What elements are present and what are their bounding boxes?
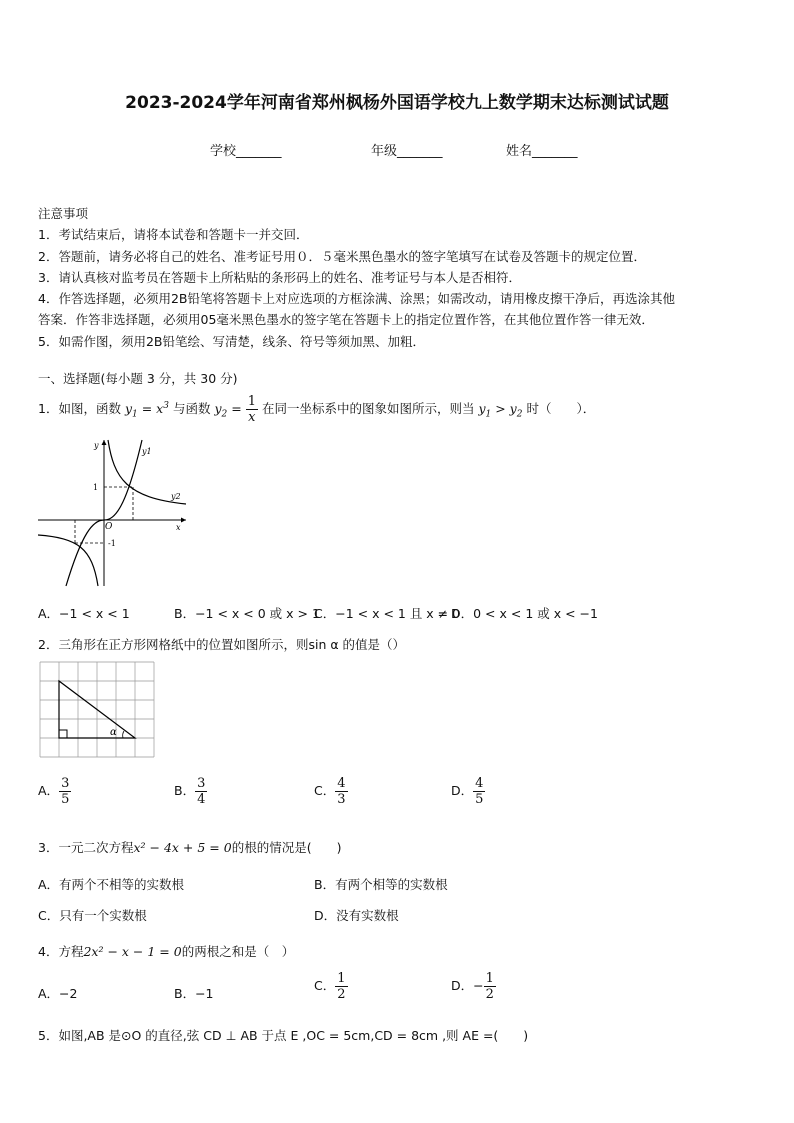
q2-option-a[interactable]: [38, 776, 71, 807]
q1-graph: [38, 438, 190, 588]
q4-d-label: D．: [451, 978, 474, 993]
page-title: 2023-2024学年河南省郑州枫杨外国语学校九上数学期末达标测试试题: [125, 93, 669, 113]
q3-option-c[interactable]: C．只有一个实数根: [38, 908, 147, 923]
q1-func1: $y_1 = x^3$: [124, 400, 169, 420]
q2-option-c[interactable]: [314, 776, 348, 807]
q2-b-label: B．: [174, 783, 196, 798]
notes-heading: 注意事项: [38, 206, 89, 221]
q1-mid: 与函数: [172, 401, 211, 416]
q4-pre: 4．方程: [38, 944, 84, 959]
section-heading: 一、选择题(每小题 3 分，共 30 分): [38, 371, 238, 386]
q3-pre: 3．一元二次方程: [38, 840, 134, 855]
q2-b-frac: [195, 776, 207, 807]
note-item: 2．答题前，请务必将自己的姓名、准考证号用０．５毫米黑色墨水的签字笔填写在试卷及答题卡的规定位置．: [38, 248, 646, 264]
q4-c-frac: [335, 971, 347, 1002]
q4-option-c[interactable]: [314, 971, 348, 1002]
q2-a-label: A．: [38, 783, 60, 798]
q2-c-num: 4: [337, 776, 346, 791]
q4-d-frac: [484, 971, 496, 1002]
note-item: 4．作答选择题，必须用2B铅笔将答题卡上对应选项的方框涂满、涂黑；如需改动，请用橡皮擦干净后，再选涂其他: [38, 291, 675, 307]
x-axis-label: x: [176, 523, 181, 532]
q4-d-num: 1: [485, 971, 494, 986]
alpha-label: α: [110, 727, 117, 738]
school-field: 学校_______: [210, 144, 282, 159]
q2-b-num: 3: [197, 776, 206, 791]
q3-option-b[interactable]: B．有两个相等的实数根: [314, 877, 448, 892]
q2-c-den: 3: [337, 792, 346, 807]
question-4: [38, 942, 294, 960]
note-item: 答案．作答非选择题，必须用05毫米黑色墨水的签字笔在答题卡上的指定位置作答，在其他位置作答一律无效．: [38, 312, 654, 328]
tick-1: 1: [93, 483, 99, 492]
note-item: 1．考试结束后，请将本试卷和答题卡一并交回．: [38, 227, 309, 243]
q1-option-c[interactable]: C．−1 < x < 1 且 x ≠ 0: [314, 606, 461, 621]
y-axis-label: y: [94, 441, 99, 450]
grade-field: 年级_______: [371, 144, 443, 159]
q1-cond: $y_1 > y_2$: [478, 401, 523, 420]
q3-equation: x² − 4x + 5 = 0: [133, 840, 232, 855]
origin-label: O: [105, 522, 113, 532]
q4-option-a[interactable]: A．−2: [38, 986, 78, 1001]
q2-grid-figure: [38, 660, 156, 760]
q4-c-num: 1: [337, 971, 346, 986]
question-2: 2．三角形在正方形网格纸中的位置如图所示，则sin α 的值是（）: [38, 637, 406, 652]
q1-option-a[interactable]: A．−1 < x < 1: [38, 606, 130, 621]
label-y2: y2: [171, 492, 181, 501]
tick-neg1: -1: [108, 539, 116, 548]
note-item: 3．请认真核对监考员在答题卡上所粘贴的条形码上的姓名、准考证号与本人是否相符．: [38, 269, 521, 285]
q2-d-num: 4: [475, 776, 484, 791]
q2-d-frac: [473, 776, 485, 807]
q2-option-b[interactable]: [174, 776, 207, 807]
q1-pre: 1．如图，函数: [38, 401, 121, 416]
q2-a-num: 3: [61, 776, 70, 791]
q3-option-a[interactable]: A．有两个不相等的实数根: [38, 877, 185, 892]
question-5: 5．如图,AB 是⊙O 的直径,弦 CD ⊥ AB 于点 E ,OC = 5cm,CD = 8cm ,则 AE =( ): [38, 1028, 529, 1043]
q3-post: 的根的情况是( ): [231, 840, 342, 855]
q1-end: 时（ ）．: [526, 401, 596, 416]
q4-d-den: 2: [485, 987, 494, 1002]
q1-option-d[interactable]: D．0 < x < 1 或 x < −1: [451, 606, 598, 621]
question-1: [38, 394, 595, 425]
q1-option-b[interactable]: B．−1 < x < 0 或 x > 1: [174, 606, 320, 621]
q2-d-label: D．: [451, 783, 474, 798]
q2-b-den: 4: [197, 792, 206, 807]
q4-option-b[interactable]: B．−1: [174, 986, 214, 1001]
q4-option-d[interactable]: [451, 971, 496, 1002]
notes-block: [38, 203, 675, 352]
q2-a-den: 5: [61, 792, 70, 807]
q1-post: 在同一坐标系中的图象如图所示，则当: [261, 401, 475, 416]
q2-c-label: C．: [314, 783, 336, 798]
q4-equation: 2x² − x − 1 = 0: [83, 944, 182, 959]
q4-c-den: 2: [337, 987, 346, 1002]
q2-option-d[interactable]: [451, 776, 485, 807]
label-y1: y1: [142, 447, 152, 456]
q4-d-sign: −: [473, 978, 484, 993]
q3-option-d[interactable]: D．没有实数根: [314, 908, 399, 923]
q4-post: 的两根之和是（ ）: [181, 944, 295, 959]
q2-c-frac: [335, 776, 347, 807]
q2-d-den: 5: [475, 792, 484, 807]
q1-frac: $\frac{1}{x}$: [247, 394, 256, 425]
q1-func2: $y_2$ =: [214, 401, 242, 420]
q2-a-frac: [59, 776, 71, 807]
name-field: 姓名_______: [506, 144, 578, 159]
q4-c-label: C．: [314, 978, 336, 993]
note-item: 5．如需作图，须用2B铅笔绘、写清楚，线条、符号等须加黑、加粗．: [38, 333, 425, 349]
question-3: [38, 838, 341, 856]
